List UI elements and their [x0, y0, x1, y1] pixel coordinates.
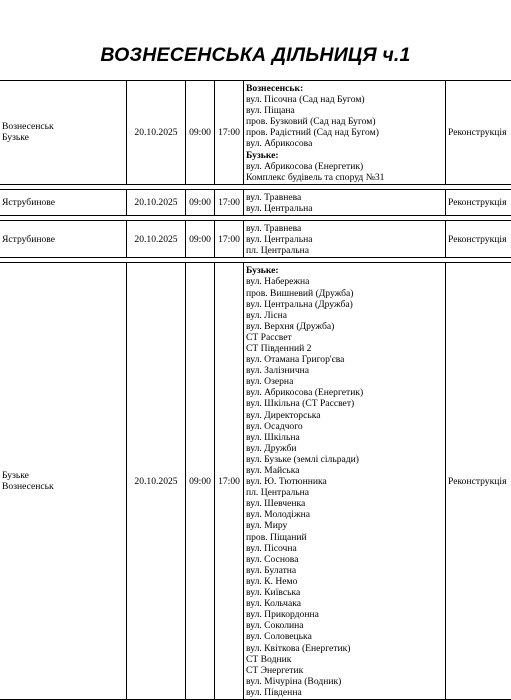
address-item: пл. Центральна [246, 487, 310, 499]
address-item: пров. Радістний (Сад над Бугом) [246, 127, 379, 139]
address-item: вул. Київська [246, 587, 301, 599]
address-item: вул. Соснова [246, 553, 299, 565]
address-item: вул. Кольчака [246, 598, 302, 610]
settlements-cell [0, 189, 127, 215]
address-item: вул. Абрикосова (Енергетик) [246, 160, 364, 172]
addresses-cell [244, 221, 446, 258]
address-item: СТ Південний 2 [246, 342, 312, 354]
settlements-cell [0, 263, 127, 700]
date-cell: 20.10.2025 [127, 189, 186, 215]
address-item: вул. Мічуріна (Водник) [246, 675, 342, 687]
address-item: вул. Залізнична [246, 365, 310, 377]
address-item: вул. Шкільна [246, 431, 300, 443]
address-item: пров. Бузковий (Сад над Бугом) [246, 116, 376, 128]
address-item: пл. Центральна [246, 245, 310, 257]
settlements-cell [0, 221, 127, 258]
address-item: вул. Отамана Григор'єва [246, 354, 345, 366]
address-item: Комплекс будівель та споруд №31 [246, 171, 385, 183]
settlement-heading: Бузьке: [246, 149, 279, 161]
date-cell: 20.10.2025 [127, 263, 186, 700]
address-item: вул. Прикордонна [246, 609, 319, 621]
address-item: вул. Центральна [246, 202, 313, 214]
addresses-cell [244, 189, 446, 215]
settlement-heading: Бузьке: [246, 265, 279, 277]
address-item: вул. Озерна [246, 376, 294, 388]
address-item: вул. Соколина [246, 620, 304, 632]
end-time-cell: 17:00 [215, 81, 244, 185]
end-time-cell: 17:00 [215, 189, 244, 215]
addresses-cell [244, 81, 446, 185]
reason-cell: Реконструкція [446, 221, 511, 258]
address-item: вул. Майська [246, 465, 300, 476]
reason-cell: Реконструкція [446, 263, 511, 700]
reason-cell: Реконструкція [446, 189, 511, 215]
start-time-cell: 09:00 [186, 221, 215, 258]
address-item: пров. Піщаний [246, 531, 307, 543]
address-item: пров. Вишневий (Дружба) [246, 287, 354, 299]
date-cell: 20.10.2025 [127, 221, 186, 258]
address-item: СТ Водник [246, 653, 292, 665]
address-item: вул. Абрикосова (Енергетик) [246, 387, 364, 399]
address-item: вул. Молодіжна [246, 509, 310, 521]
address-item: вул. Піщана [246, 105, 295, 117]
address-item: вул. Бузьке (землі сільради) [246, 453, 359, 465]
address-item: вул. Абрикосова [246, 138, 313, 150]
settlement-name: Бузьке [2, 132, 29, 144]
settlement-name: Вознесенськ [2, 121, 54, 133]
address-item: вул. Центральна [246, 234, 313, 246]
address-item: вул. Ю. Тютюнника [246, 476, 327, 488]
table-row [0, 263, 511, 700]
address-item: вул. Миру [246, 520, 288, 532]
page-title: ВОЗНЕСЕНСЬКА ДІЛЬНИЦЯ ч.1 [100, 44, 411, 66]
address-item: СТ Энергетик [246, 664, 304, 676]
reason-cell: Реконструкція [446, 81, 511, 185]
address-item: вул. Південна [246, 686, 302, 698]
address-item: вул. Лісна [246, 309, 287, 321]
table-row [0, 221, 511, 258]
settlement-name: Вознесенськ [2, 481, 54, 493]
address-item: вул. Верхня (Дружба) [246, 320, 335, 332]
address-item: вул. Шевченка [246, 498, 306, 510]
address-item: вул. Квіткова (Енергетик) [246, 642, 351, 654]
table-row [0, 81, 511, 185]
address-item: вул. Осадчого [246, 420, 303, 432]
settlement-heading: Вознесенськ: [246, 83, 304, 94]
address-item: вул. Пісочна [246, 542, 297, 554]
settlements-cell [0, 81, 127, 185]
address-item: вул. Травнева [246, 191, 302, 203]
address-item: вул. Центральна (Дружба) [246, 298, 353, 310]
end-time-cell: 17:00 [215, 221, 244, 258]
schedule-table [0, 80, 511, 700]
address-item: вул. Набережна [246, 276, 310, 288]
address-item: вул. Соловецька [246, 631, 312, 643]
address-item: вул. Пісочна (Сад над Бугом) [246, 94, 365, 106]
settlement-name: Яструбинове [2, 233, 55, 245]
date-cell: 20.10.2025 [127, 81, 186, 185]
address-item: вул. К. Немо [246, 575, 298, 587]
start-time-cell: 09:00 [186, 189, 215, 215]
address-item: вул. Директорська [246, 409, 321, 421]
end-time-cell: 17:00 [215, 263, 244, 700]
address-item: вул. Булатна [246, 564, 297, 576]
start-time-cell: 09:00 [186, 81, 215, 185]
addresses-cell [244, 263, 446, 700]
address-item: вул. Травнева [246, 223, 302, 235]
settlement-name: Яструбинове [2, 196, 55, 208]
address-item: СТ Рассвет [246, 331, 292, 343]
start-time-cell: 09:00 [186, 263, 215, 700]
table-row [0, 189, 511, 215]
address-item: вул. Дружби [246, 442, 297, 454]
settlement-name: Бузьке [2, 470, 29, 482]
address-item: вул. Шкільна (СТ Рассвет) [246, 398, 355, 410]
